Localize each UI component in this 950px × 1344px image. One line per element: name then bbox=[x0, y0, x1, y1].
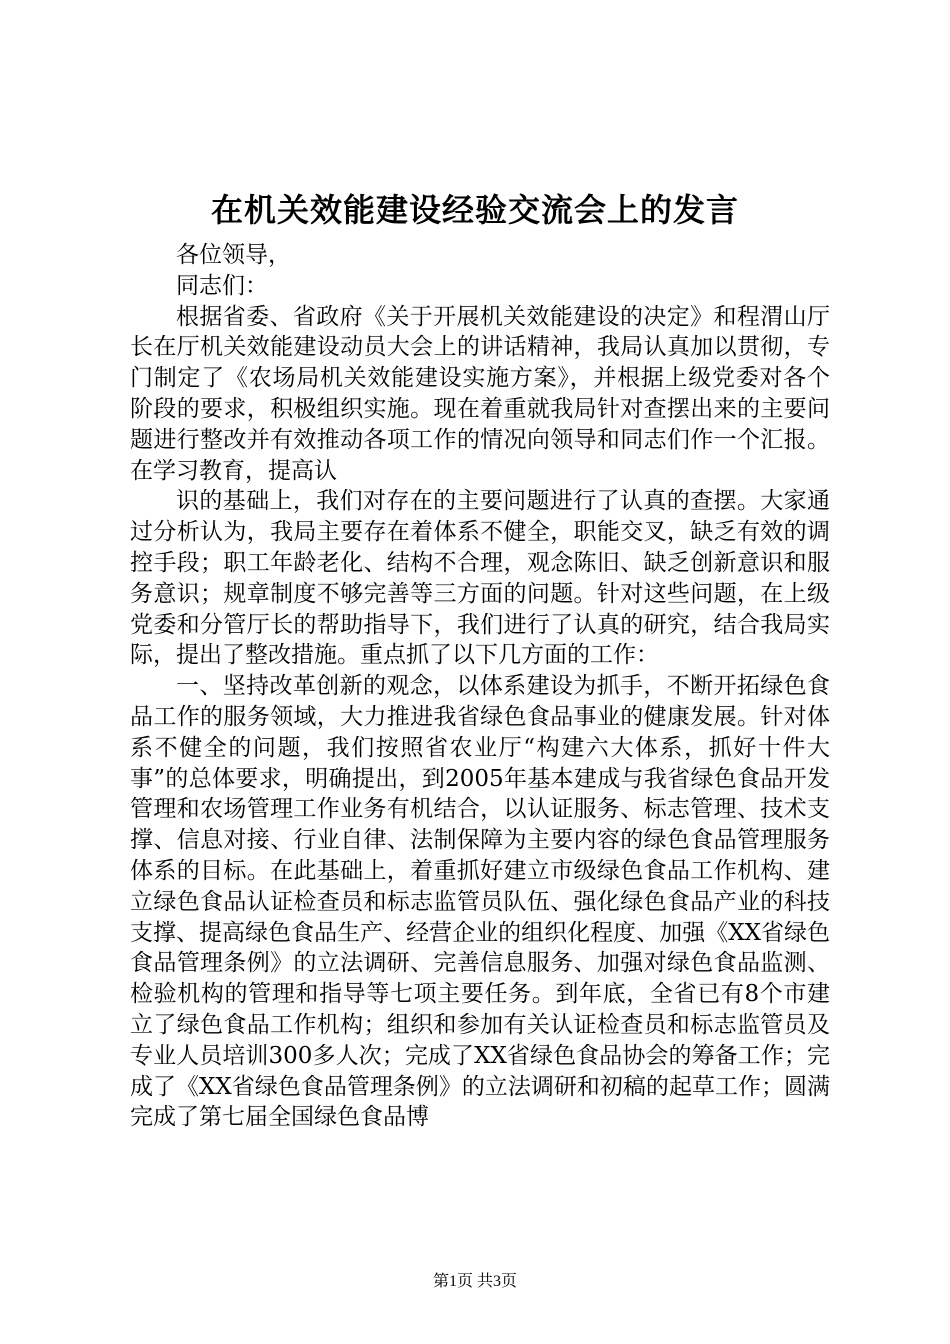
body-paragraph-1: 根据省委、省政府《关于开展机关效能建设的决定》和程渭山厅长在厅机关效能建设动员大会上的讲话精神，我局认真加以贯彻，专门制定了《农场局机关效能建设实施方案》，并根据上级党委对各个阶段的要求，积极组织实施。现在着重就我局针对查摆出来的主要问题进行整改并有效推动各项工作的情况向领导和同志们作一个汇报。在学习教育，提高认 bbox=[130, 303, 830, 484]
document-title: 在机关效能建设经验交流会上的发言 bbox=[210, 191, 739, 229]
page-number-footer: 第1页 共3页 bbox=[432, 1273, 517, 1290]
body-paragraph-2: 识的基础上，我们对存在的主要问题进行了认真的查摆。大家通过分析认为，我局主要存在着体系不健全，职能交叉，缺乏有效的调控手段；职工年龄老化、结构不合理，观念陈旧、缺乏创新意识和服务意识；规章制度不够完善等三方面的问题。针对这些问题，在上级党委和分管厅长的帮助指导下，我们进行了认真的研究，结合我局实际，提出了整改措施。重点抓了以下几方面的工作： bbox=[130, 488, 830, 669]
salutation-line-2: 同志们： bbox=[176, 272, 268, 299]
document-body bbox=[130, 240, 830, 1133]
body-paragraph-3: 一、坚持改革创新的观念，以体系建设为抓手，不断开拓绿色食品工作的服务领域，大力推进我省绿色食品事业的健康发展。针对体系不健全的问题，我们按照省农业厅“构建六大体系，抓好十件大事”的总体要求，明确提出，到2005年基本建成与我省绿色食品开发管理和农场管理工作业务有机结合，以认证服务、标志管理、技术支撑、信息对接、行业自律、法制保障为主要内容的绿色食品管理服务体系的目标。在此基础上，着重抓好建立市级绿色食品工作机构、建立绿色食品认证检查员和标志监管员队伍、强化绿色食品产业的科技支撑、提高绿色食品生产、经营企业的组织化程度、加强《XX省绿色食品管理条例》的立法调研、完善信息服务、加强对绿色食品监测、检验机构的管理和指导等七项主要任务。到年底，全省已有8个市建立了绿色食品工作机构；组织和参加有关认证检查员和标志监管员及专业人员培训300多人次；完成了XX省绿色食品协会的筹备工作；完成了《XX省绿色食品管理条例》的立法调研和初稿的起草工作；圆满完成了第七届全国绿色食品博 bbox=[130, 673, 830, 1131]
salutation-line-1: 各位领导， bbox=[176, 242, 291, 268]
